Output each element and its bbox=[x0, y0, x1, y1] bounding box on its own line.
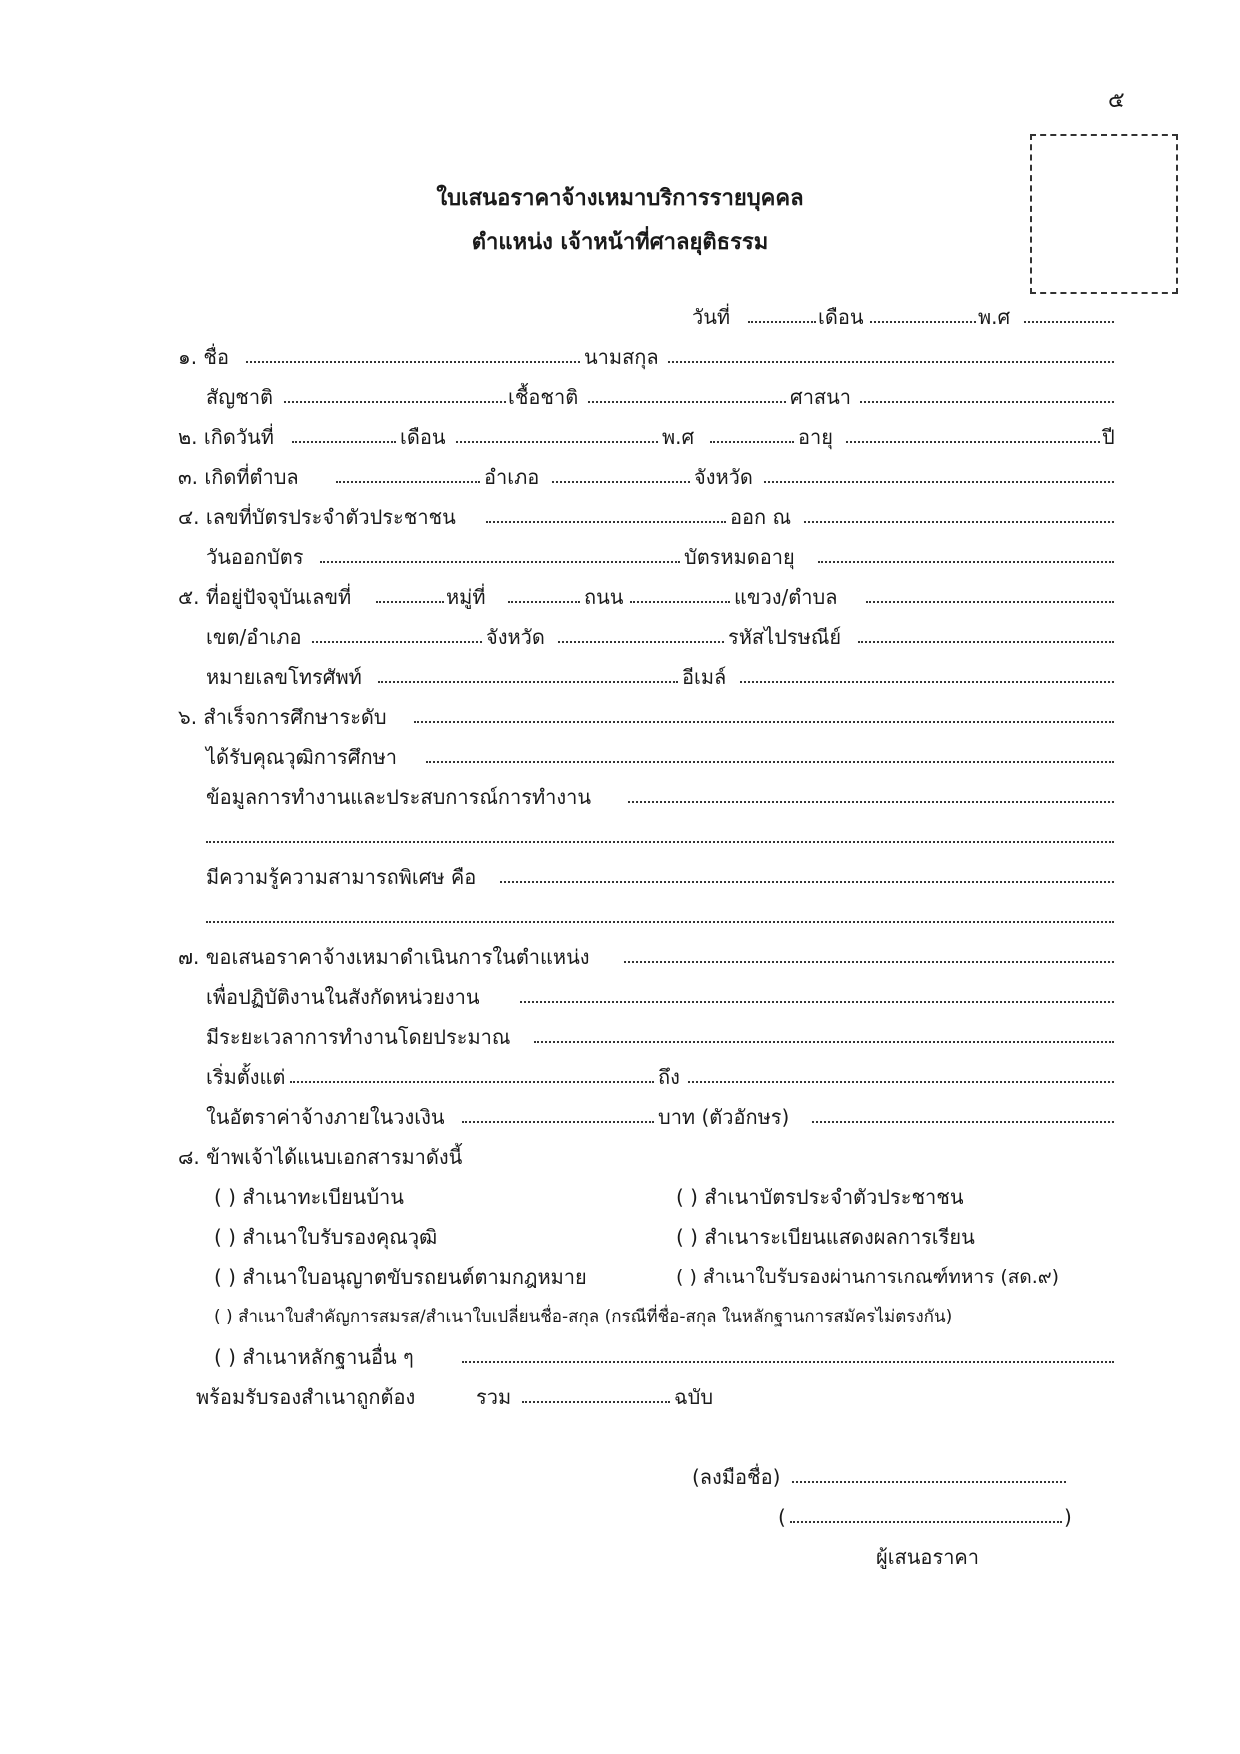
section-7-unit-line bbox=[0, 982, 1240, 1012]
special-skill-label: มีความรู้ความสามารถพิเศษ คือ bbox=[206, 865, 477, 889]
race-field[interactable] bbox=[588, 401, 786, 403]
role-line bbox=[0, 1542, 1240, 1572]
expiry-field[interactable] bbox=[818, 561, 1114, 563]
checkbox-house-registration[interactable]: ( ) สำเนาทะเบียนบ้าน bbox=[214, 1185, 404, 1209]
moo-field[interactable] bbox=[508, 601, 580, 603]
baht-words-field[interactable] bbox=[812, 1121, 1114, 1123]
other-documents-field[interactable] bbox=[462, 1361, 1114, 1363]
khet-field[interactable] bbox=[312, 641, 482, 643]
page-number: ๕ bbox=[1108, 88, 1125, 113]
province-field[interactable] bbox=[558, 641, 724, 643]
postcode-label: รหัสไปรษณีย์ bbox=[728, 625, 842, 649]
section-6-qualification-line bbox=[0, 742, 1240, 772]
issue-date-field[interactable] bbox=[320, 561, 680, 563]
total-label: รวม bbox=[476, 1385, 512, 1409]
education-field[interactable] bbox=[414, 721, 1114, 723]
signature-label: (ลงมือชื่อ) bbox=[692, 1465, 781, 1489]
section-7-period-line bbox=[0, 1062, 1240, 1092]
start-label: เริ่มตั้งแต่ bbox=[206, 1065, 286, 1089]
year-label: พ.ศ bbox=[978, 305, 1011, 329]
printed-name-field[interactable] bbox=[790, 1521, 1062, 1523]
checkbox-transcript[interactable]: ( ) สำเนาระเบียนแสดงผลการเรียน bbox=[676, 1225, 975, 1249]
house-number-label: ๕. ที่อยู่ปัจจุบันเลขที่ bbox=[178, 585, 352, 609]
month-label: เดือน bbox=[818, 305, 864, 329]
experience-label: ข้อมูลการทำงานและประสบการณ์การทำงาน bbox=[206, 785, 592, 809]
birth-province-field[interactable] bbox=[764, 481, 1114, 483]
age-field[interactable] bbox=[846, 441, 1100, 443]
section-2-line bbox=[0, 422, 1240, 452]
section-6-special-line bbox=[0, 862, 1240, 892]
birth-year-label: พ.ศ bbox=[662, 425, 695, 449]
day-field[interactable] bbox=[748, 321, 816, 323]
section-6-experience-line bbox=[0, 782, 1240, 812]
id-number-field[interactable] bbox=[486, 521, 726, 523]
certify-label: พร้อมรับรองสำเนาถูกต้อง bbox=[196, 1385, 416, 1409]
signature-field[interactable] bbox=[792, 1481, 1066, 1483]
postcode-field[interactable] bbox=[858, 641, 1114, 643]
surname-field[interactable] bbox=[668, 361, 1114, 363]
end-label: ถึง bbox=[658, 1065, 680, 1089]
section-6-special-continuation bbox=[0, 902, 1240, 932]
unit-field[interactable] bbox=[520, 1001, 1114, 1003]
section-4-issue-line bbox=[0, 542, 1240, 572]
baht-words-label: บาท (ตัวอักษร) bbox=[658, 1105, 790, 1129]
day-label: วันที่ bbox=[692, 305, 731, 329]
end-field[interactable] bbox=[688, 1081, 1114, 1083]
open-paren: ( bbox=[778, 1505, 786, 1529]
attachments-row-4 bbox=[0, 1302, 1240, 1332]
checkbox-driving-license[interactable]: ( ) สำเนาใบอนุญาตขับรถยนต์ตามกฎหมาย bbox=[214, 1265, 587, 1289]
email-label: อีเมล์ bbox=[682, 665, 727, 689]
copies-label: ฉบับ bbox=[674, 1385, 714, 1409]
surname-label: นามสกุล bbox=[584, 345, 659, 369]
religion-label: ศาสนา bbox=[790, 385, 852, 409]
checkbox-other-documents[interactable]: ( ) สำเนาหลักฐานอื่น ๆ bbox=[214, 1345, 414, 1369]
signature-line bbox=[0, 1462, 1240, 1492]
nationality-label: สัญชาติ bbox=[206, 385, 274, 409]
close-paren: ) bbox=[1064, 1505, 1072, 1529]
issue-date-label: วันออกบัตร bbox=[206, 545, 304, 569]
race-label: เชื้อชาติ bbox=[508, 385, 579, 409]
birth-subdistrict-field[interactable] bbox=[336, 481, 480, 483]
section-5-address-line bbox=[0, 582, 1240, 612]
birth-month-label: เดือน bbox=[400, 425, 446, 449]
section-6-education-line bbox=[0, 702, 1240, 732]
moo-label: หมู่ที่ bbox=[446, 585, 486, 609]
age-label: อายุ bbox=[798, 425, 833, 449]
birth-subdistrict-label: ๓. เกิดที่ตำบล bbox=[178, 465, 299, 489]
birth-year-field[interactable] bbox=[710, 441, 794, 443]
birthday-label: ๒. เกิดวันที่ bbox=[178, 425, 274, 449]
birth-district-field[interactable] bbox=[552, 481, 690, 483]
year-field[interactable] bbox=[1024, 321, 1114, 323]
bidder-role-label: ผู้เสนอราคา bbox=[876, 1545, 980, 1569]
name-label: ๑. ชื่อ bbox=[178, 345, 229, 369]
road-field[interactable] bbox=[630, 601, 730, 603]
nationality-field[interactable] bbox=[284, 401, 506, 403]
province-label: จังหวัด bbox=[486, 625, 545, 649]
birth-province-label: จังหวัด bbox=[694, 465, 753, 489]
section-7-position-line bbox=[0, 942, 1240, 972]
position-label: ๗. ขอเสนอราคาจ้างเหมาดำเนินการในตำแหน่ง bbox=[178, 945, 590, 969]
name-field[interactable] bbox=[246, 361, 580, 363]
special-skill-field[interactable] bbox=[500, 881, 1114, 883]
attachments-row-3 bbox=[0, 1262, 1240, 1292]
position-field[interactable] bbox=[624, 961, 1114, 963]
expiry-label: บัตรหมดอายุ bbox=[684, 545, 795, 569]
duration-label: มีระยะเวลาการทำงานโดยประมาณ bbox=[206, 1025, 511, 1049]
house-number-field[interactable] bbox=[376, 601, 444, 603]
checkbox-id-card[interactable]: ( ) สำเนาบัตรประจำตัวประชาชน bbox=[676, 1185, 964, 1209]
qualification-label: ได้รับคุณวุฒิการศึกษา bbox=[206, 745, 398, 769]
rate-label: ในอัตราค่าจ้างภายในวงเงิน bbox=[206, 1105, 445, 1129]
section-3-line bbox=[0, 462, 1240, 492]
khwaeng-field[interactable] bbox=[866, 601, 1114, 603]
section-5-district-line bbox=[0, 622, 1240, 652]
education-label: ๖. สำเร็จการศึกษาระดับ bbox=[178, 705, 387, 729]
section-1-name-line bbox=[0, 342, 1240, 372]
section-6-experience-continuation bbox=[0, 822, 1240, 852]
checkbox-degree-certificate[interactable]: ( ) สำเนาใบรับรองคุณวุฒิ bbox=[214, 1225, 438, 1249]
khet-label: เขต/อำเภอ bbox=[206, 625, 302, 649]
id-number-label: ๔. เลขที่บัตรประจำตัวประชาชน bbox=[178, 505, 456, 529]
printed-name-line bbox=[0, 1502, 1240, 1532]
qualification-field[interactable] bbox=[426, 761, 1114, 763]
phone-label: หมายเลขโทรศัพท์ bbox=[206, 665, 362, 689]
birthday-field[interactable] bbox=[292, 441, 396, 443]
phone-field[interactable] bbox=[378, 681, 678, 683]
duration-field[interactable] bbox=[534, 1041, 1114, 1043]
start-field[interactable] bbox=[290, 1081, 654, 1083]
special-skill-field-continued[interactable] bbox=[206, 921, 1114, 923]
certify-line bbox=[0, 1382, 1240, 1412]
checkbox-marriage-name-change[interactable]: ( ) สำเนาใบสำคัญการสมรส/สำเนาใบเปลี่ยนชื่อ-สกุล (กรณีที่ชื่อ-สกุล ในหลักฐานการสมัครไม่ตรงกัน) bbox=[214, 1307, 953, 1327]
attachments-row-1 bbox=[0, 1182, 1240, 1212]
age-unit-label: ปี bbox=[1102, 425, 1115, 449]
month-field[interactable] bbox=[870, 321, 976, 323]
form-subtitle: ตำแหน่ง เจ้าหน้าที่ศาลยุติธรรม bbox=[471, 230, 769, 255]
issued-at-label: ออก ณ bbox=[730, 505, 792, 529]
section-7-rate-line bbox=[0, 1102, 1240, 1132]
section-4-id-line bbox=[0, 502, 1240, 532]
khwaeng-label: แขวง/ตำบล bbox=[734, 585, 838, 609]
total-copies-field[interactable] bbox=[522, 1401, 670, 1403]
section-7-duration-line bbox=[0, 1022, 1240, 1052]
attachments-row-5 bbox=[0, 1342, 1240, 1372]
birth-month-field[interactable] bbox=[456, 441, 658, 443]
unit-label: เพื่อปฏิบัติงานในสังกัดหน่วยงาน bbox=[206, 985, 480, 1009]
date-line bbox=[0, 302, 1240, 332]
section-8-heading bbox=[0, 1142, 1240, 1172]
road-label: ถนน bbox=[584, 585, 624, 609]
attachments-row-2 bbox=[0, 1222, 1240, 1252]
religion-field[interactable] bbox=[860, 401, 1114, 403]
checkbox-military-certificate[interactable]: ( ) สำเนาใบรับรองผ่านการเกณฑ์ทหาร (สด.๙) bbox=[676, 1266, 1060, 1288]
birth-district-label: อำเภอ bbox=[484, 465, 540, 489]
attachments-heading: ๘. ข้าพเจ้าได้แนบเอกสารมาดังนี้ bbox=[178, 1145, 463, 1169]
rate-field[interactable] bbox=[462, 1121, 654, 1123]
section-5-contact-line bbox=[0, 662, 1240, 692]
issued-at-field[interactable] bbox=[804, 521, 1114, 523]
email-field[interactable] bbox=[740, 681, 1114, 683]
experience-field[interactable] bbox=[628, 801, 1114, 803]
section-1-nationality-line bbox=[0, 382, 1240, 412]
experience-field-continued[interactable] bbox=[206, 841, 1114, 843]
form-title: ใบเสนอราคาจ้างเหมาบริการรายบุคคล bbox=[436, 186, 804, 211]
